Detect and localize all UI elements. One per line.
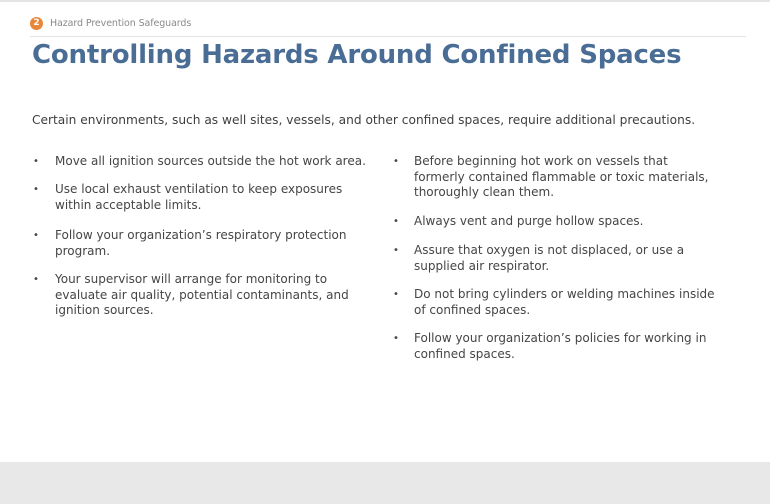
top-edge-line <box>0 0 770 2</box>
bullet-icon: • <box>33 184 39 195</box>
list-item <box>33 272 375 319</box>
breadcrumb <box>30 15 191 31</box>
bullet-icon: • <box>393 333 399 344</box>
footer-bar <box>0 462 770 504</box>
list-item <box>393 214 719 230</box>
list-item-text: Follow your organization’s respiratory protection program. <box>55 228 347 258</box>
bullet-icon: • <box>393 245 399 256</box>
list-item-text: Always vent and purge hollow spaces. <box>414 214 644 228</box>
list-item-text: Move all ignition sources outside the hot work area. <box>55 154 366 168</box>
step-number-badge: 2 <box>30 17 43 30</box>
list-item-text: Your supervisor will arrange for monitoring to evaluate air quality, potential contaminants, and ignition sources. <box>55 272 349 317</box>
header-divider <box>30 36 746 37</box>
list-item-text: Before beginning hot work on vessels that formerly contained flammable or toxic materials, thoroughly clean them. <box>414 154 709 199</box>
page-title: Controlling Hazards Around Confined Spaces <box>32 40 682 70</box>
section-title: Hazard Prevention Safeguards <box>50 17 192 29</box>
list-item-text: Do not bring cylinders or welding machines inside of confined spaces. <box>414 287 715 317</box>
list-item <box>393 154 719 201</box>
bullet-icon: • <box>393 289 399 300</box>
bullet-icon: • <box>33 274 39 285</box>
list-item <box>393 331 719 362</box>
bullet-icon: • <box>33 230 39 241</box>
list-item <box>33 182 375 213</box>
list-item-text: Assure that oxygen is not displaced, or use a supplied air respirator. <box>414 243 685 273</box>
list-item-text: Follow your organization’s policies for working in confined spaces. <box>414 331 707 361</box>
list-item <box>393 287 719 318</box>
intro-text: Certain environments, such as well sites, vessels, and other confined spaces, require additional precautions. <box>32 113 696 127</box>
list-item-text: Use local exhaust ventilation to keep exposures within acceptable limits. <box>55 182 343 212</box>
bullet-icon: • <box>393 216 399 227</box>
bullet-icon: • <box>393 156 399 167</box>
bullet-icon: • <box>33 156 39 167</box>
list-item <box>33 154 375 170</box>
list-item <box>33 228 375 259</box>
list-item <box>393 243 719 274</box>
